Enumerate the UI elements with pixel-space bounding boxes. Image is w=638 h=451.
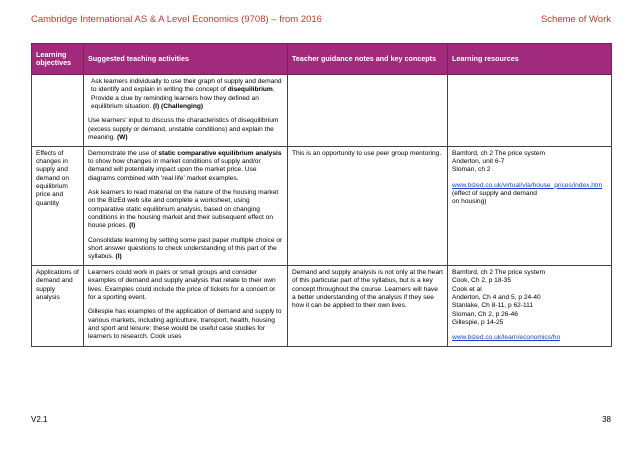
- resources-cell: [448, 75, 612, 147]
- resource-item: Gillespie, p 14-25: [452, 318, 504, 326]
- table-header-row: [32, 44, 612, 75]
- resources-cell: [448, 265, 612, 346]
- notes-cell: Demand and supply analysis is not only at the heart of this particular part of the syllabus, but is a key concept throughout the course. Learners will have a better understanding of the analysis if they see how it can be applied to their own lives.: [288, 265, 448, 346]
- activity-tag: (I): [115, 253, 122, 261]
- objective-cell: [32, 75, 84, 147]
- document-header-section: Scheme of Work: [540, 14, 611, 25]
- activity-text: Consolidate learning by setting some past paper multiple choice or short answer questions to check understanding of this part of the syllabus.: [88, 236, 283, 261]
- resource-item: on housing): [452, 198, 487, 206]
- resource-item: [452, 334, 607, 342]
- activity-paragraph: [88, 189, 283, 231]
- objective-cell: Effects of changes in supply and demand on equilibrium price and quantity: [32, 146, 84, 265]
- activity-tag: (I): [129, 222, 136, 230]
- header-teaching-activities: Suggested teaching activities: [84, 44, 288, 75]
- header-guidance-notes: Teacher guidance notes and key concepts: [288, 44, 448, 75]
- key-term: disequilibrium: [227, 86, 273, 94]
- activity-paragraph: [88, 117, 283, 142]
- activity-text: Ask learners to read material on the nature of the housing market on the BizEd web site and complete a worksheet, using comparative static equilibrium analysis, based on changing conditions in the housing market and their subsequent effect on house prices.: [88, 188, 279, 230]
- resource-item: Bamford, ch 2 The price system: [452, 149, 545, 157]
- resource-item: Sloman, Ch 2, p 26-46: [452, 310, 518, 318]
- key-term: static comparative equilibrium analysis: [158, 149, 282, 157]
- header-learning-objectives: Learning objectives: [32, 44, 84, 75]
- table-row: [32, 265, 612, 346]
- table-row: [32, 75, 612, 147]
- document-header-title: Cambridge International AS & A Level Economics (9708) – from 2016: [31, 14, 322, 25]
- page-number: 38: [602, 415, 611, 424]
- activity-paragraph: [88, 150, 283, 183]
- header-learning-resources: Learning resources: [448, 44, 612, 75]
- resource-item: Cook et al: [452, 285, 482, 293]
- resource-item: Stanlake, Ch 8-11, p 62-111: [452, 302, 534, 310]
- resource-item: Anderton, unit 6-7: [452, 157, 505, 165]
- activity-text: Demonstrate the use of: [88, 149, 159, 157]
- activity-cell: [84, 265, 288, 346]
- scheme-of-work-table: [31, 43, 612, 347]
- activity-tag: (W): [116, 134, 128, 142]
- notes-cell: This is an opportunity to use peer group mentoring.: [288, 146, 448, 265]
- activity-tag: (I) (Challenging): [152, 103, 204, 111]
- activity-text: . Provide a clue by reminding learners how they defined an equilibrium situation.: [91, 86, 275, 111]
- activity-cell: [84, 75, 288, 147]
- objective-cell: Applications of demand and supply analysis: [32, 265, 84, 346]
- activity-text: Ask learners individually to use their graph of supply and demand to identify and explain in writing the concept of: [91, 78, 282, 94]
- activity-text: Use learners' input to discuss the characteristics of disequilibrium (excess supply or demand, unstable conditions) and explain the meaning.: [88, 117, 279, 142]
- activity-paragraph: Gillespie has examples of the application of demand and supply to various markets, including agriculture, transport, health, housing and sport and leisure: these would be useful case studies for learners to research. Cook uses: [88, 308, 282, 341]
- resource-item: Anderton, Ch 4 and 5, p 24-40: [452, 293, 541, 301]
- table-row: [32, 146, 612, 265]
- resources-cell: [448, 146, 612, 265]
- activity-text: to show how changes in market conditions of supply and/or demand will potentially impact upon the market price. Use diagrams combined with 'real life' market examples.: [88, 157, 261, 182]
- resource-item: [452, 182, 607, 199]
- activity-paragraph: [88, 237, 283, 262]
- bized-economics-link[interactable]: www.bized.co.uk/learn/economics/ho: [452, 334, 561, 342]
- resource-item: Sloman, ch 2: [452, 166, 491, 174]
- resource-item: Bamford, ch 2 The price system: [452, 268, 545, 276]
- resource-note: (effect of supply and demand: [452, 189, 537, 197]
- activity-paragraph: Learners could work in pairs or small groups and consider examples of demand and supply analysis that relate to their own lives. Examples could include the price of tickets for a concert or for a sporting event.: [88, 268, 276, 301]
- version-label: V2.1: [31, 415, 48, 424]
- activity-paragraph: [88, 78, 283, 111]
- notes-cell: [288, 75, 448, 147]
- bized-housing-link[interactable]: www.bized.co.uk/virtual/vla/house_prices/index.htm: [452, 181, 603, 189]
- resource-item: Cook, Ch 2, p 18-35: [452, 277, 512, 285]
- activity-cell: [84, 146, 288, 265]
